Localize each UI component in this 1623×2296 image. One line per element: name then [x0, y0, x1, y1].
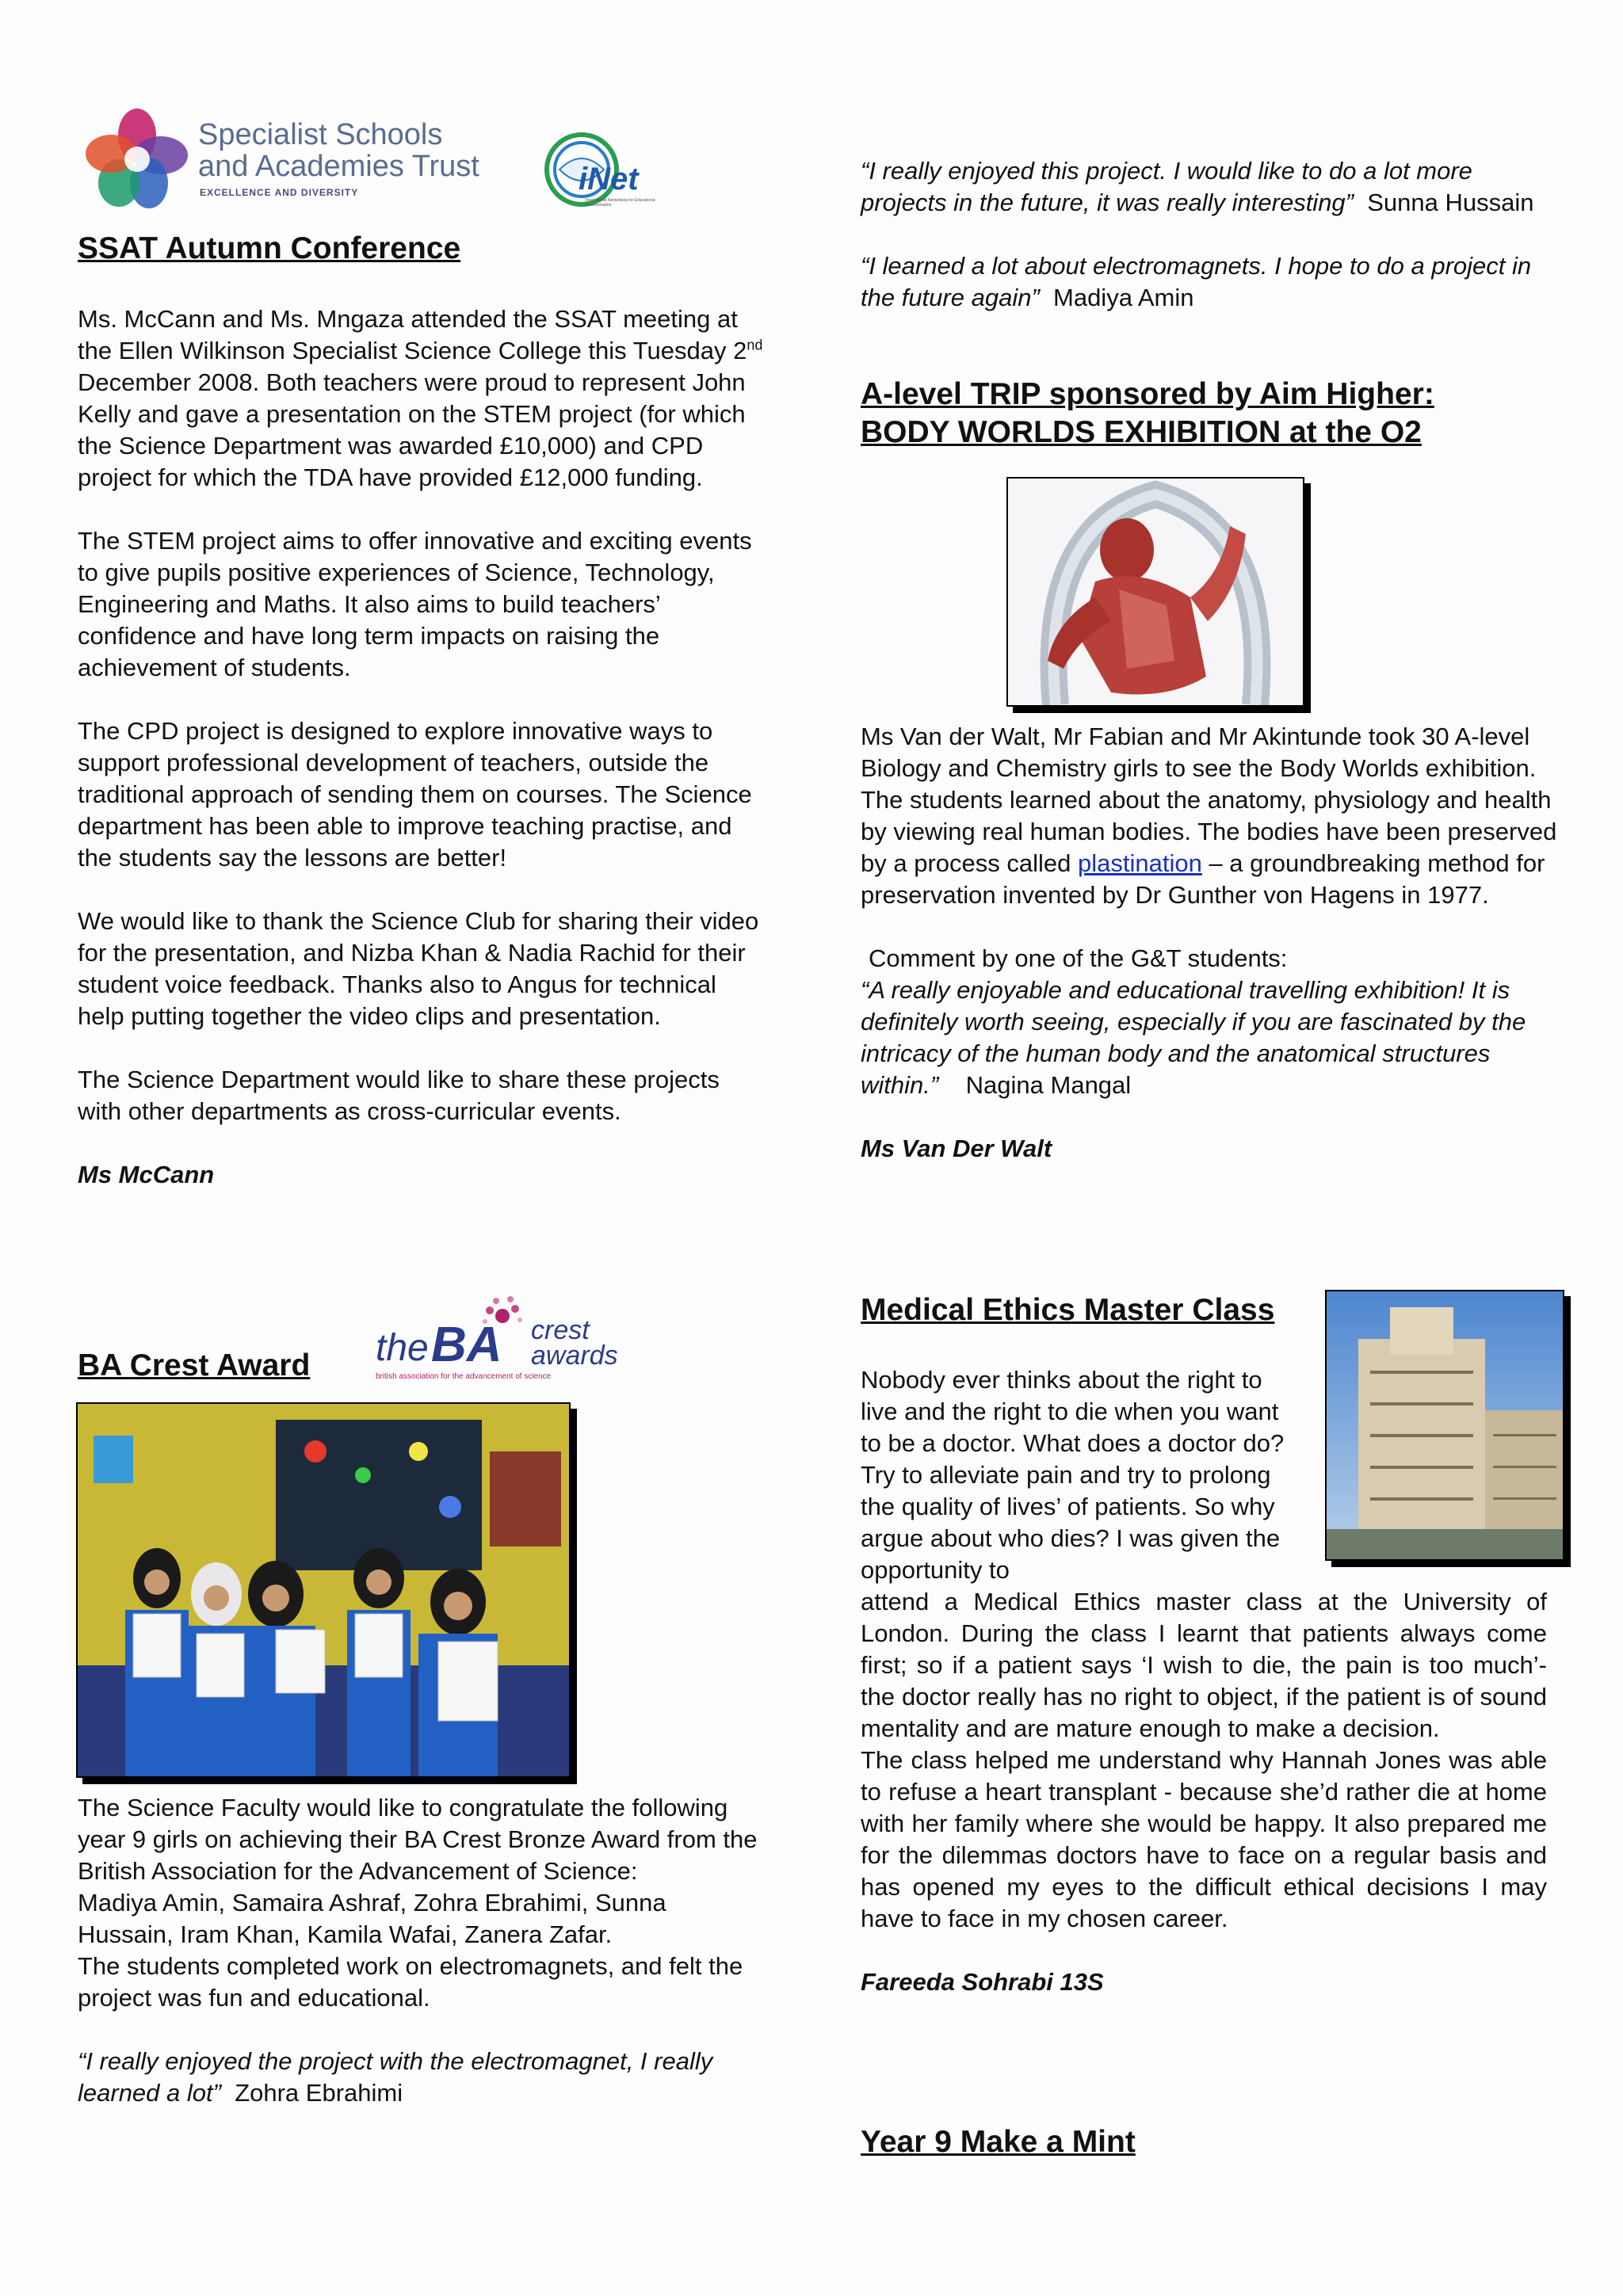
plastination-link[interactable]: plastination	[1077, 849, 1202, 877]
ssat-article	[78, 230, 767, 1191]
ba-logo-crest: crest	[531, 1315, 590, 1345]
ssat-paragraph-2: The STEM project aims to offer innovative and exciting events to give pupils positive experiences of Science, Technology, Engineering and Maths. It also aims to build teachers’ confidence and have long term impacts on raising the achievement of students.	[78, 527, 752, 681]
alevel-title-line1: A-level TRIP sponsored by Aim Higher:	[861, 377, 1434, 411]
ba-logo-awards: awards	[531, 1341, 618, 1371]
ssat-name-line2: and Academies Trust	[198, 150, 479, 183]
mint-title: Year 9 Make a Mint	[861, 2125, 1136, 2159]
ssat-paragraph-1: Ms. McCann and Ms. Mngaza attended the SSAT meeting at the Ellen Wilkinson Specialist Science College this Tuesday 2nd December 2008. Both teachers were proud to represent John Kelly and gave a presentation on the STEM project (for which the Science Department was awarded £10,000) and CPD project for which the TDA have provided £12,000 funding.	[78, 305, 763, 491]
ba-students-photo	[76, 1402, 571, 1778]
alevel-title-line2: BODY WORLDS EXHIBITION at the O2	[861, 415, 1422, 449]
ba-paragraph-1: The Science Faculty would like to congratulate the following year 9 girls on achieving their BA Crest Bronze Award from the British Association for the Advancement of Science:	[78, 1794, 758, 1885]
ba-quote-3: “I learned a lot about electromagnets. I hope to do a project in the future again” Madiya Amin	[861, 252, 1532, 311]
ethics-paragraph-3: The class helped me understand why Hannah Jones was able to refuse a heart transplant - because she’d rather die at home with her family where she would be happy. It also prepared me for the dilemmas doctors have to face on a regular basis and has opened my eyes to the difficult ethical decisions I may have to face in my chosen career.	[861, 1746, 1547, 1932]
ssat-flower-icon	[86, 108, 189, 211]
inet-name: iNet	[579, 162, 639, 196]
alevel-title	[861, 376, 1574, 452]
ethics-article	[861, 1364, 1547, 1998]
ba-quote-1: “I really enjoyed the project with the electromagnet, I really learned a lot” Zohra Ebrahimi	[78, 2047, 713, 2107]
alevel-paragraph-1: Ms Van der Walt, Mr Fabian and Mr Akintunde took 30 A-level Biology and Chemistry girls to see the Body Worlds exhibition. The students learned about the anatomy, physiology and health by viewing real human bodies. The bodies have been preserved by a process called plastination – a groundbreaking method for preservation invented by Dr Gunther von Hagens in 1977.	[861, 723, 1557, 909]
alevel-quote: “A really enjoyable and educational travelling exhibition! It is definitely worth seeing, especially if you are fascinated by the intricacy of the human body and the anatomical structures within.” Nagina Mangal	[861, 976, 1526, 1099]
ba-logo-the: the	[376, 1327, 429, 1369]
ssat-name-line1: Specialist Schools	[198, 118, 443, 151]
ethics-paragraph-2: attend a Medical Ethics master class at the University of London. During the class I learnt that patients always come first; so if a patient says ‘I wish to die, the pain is too much’- the doctor really has no right to object, if the patient is of sound mentality and are mature enough to make a decision.	[861, 1588, 1547, 1742]
ssat-tagline: EXCELLENCE AND DIVERSITY	[200, 187, 359, 198]
body-worlds-photo	[1006, 477, 1304, 707]
ssat-author: Ms McCann	[78, 1161, 215, 1188]
alevel-article	[861, 721, 1558, 1165]
ba-logo-ba: BA	[431, 1318, 502, 1372]
alevel-author: Ms Van Der Walt	[861, 1135, 1052, 1162]
ba-student-names: Madiya Amin, Samaira Ashraf, Zohra Ebrahimi, Sunna Hussain, Iram Khan, Kamila Wafai, Zanera Zafar.	[78, 1889, 666, 1948]
ethics-title: Medical Ethics Master Class	[861, 1293, 1275, 1327]
ssat-paragraph-4: We would like to thank the Science Club for sharing their video for the presentation, and Nizba Khan & Nadia Rachid for their student voice feedback. Thanks also to Angus for technical help putting together the video clips and presentation.	[78, 907, 759, 1030]
ba-logo-tagline: british association for the advancement of science	[376, 1372, 552, 1381]
ba-quote-2: “I really enjoyed this project. I would like to do a lot more projects in the future, it was really interesting” Sunna Hussain	[861, 157, 1534, 216]
ba-quotes-continued	[861, 155, 1558, 314]
ssat-paragraph-5: The Science Department would like to share these projects with other departments as cross-curricular events.	[78, 1066, 720, 1125]
ssat-title: SSAT Autumn Conference	[78, 231, 461, 265]
alevel-comment-intro: Comment by one of the G&T students:	[869, 944, 1288, 972]
ba-article	[78, 1792, 767, 2109]
inet-logo	[544, 132, 655, 208]
ba-title: BA Crest Award	[78, 1348, 311, 1383]
ba-crest-logo	[376, 1296, 629, 1383]
ethics-paragraph-1: Nobody ever thinks about the right to live and the right to die when you want to be a doctor. What does a doctor do? Try to alleviate pain and try to prolong the quality of lives’ of patients. So why argue about who dies? I was given the opportunity to	[861, 1366, 1285, 1584]
inet-tagline: International Networking for Educational Transformation	[585, 198, 655, 208]
ssat-paragraph-3: The CPD project is designed to explore innovative ways to support professional development of teachers, outside the traditional approach of sending them on courses. The Science department has been able to improve teaching practise, and the students say the lessons are better!	[78, 717, 752, 871]
ssat-logo	[86, 108, 482, 211]
ba-paragraph-3: The students completed work on electromagnets, and felt the project was fun and educational.	[78, 1952, 743, 2012]
ethics-author: Fareeda Sohrabi 13S	[861, 1968, 1104, 1996]
